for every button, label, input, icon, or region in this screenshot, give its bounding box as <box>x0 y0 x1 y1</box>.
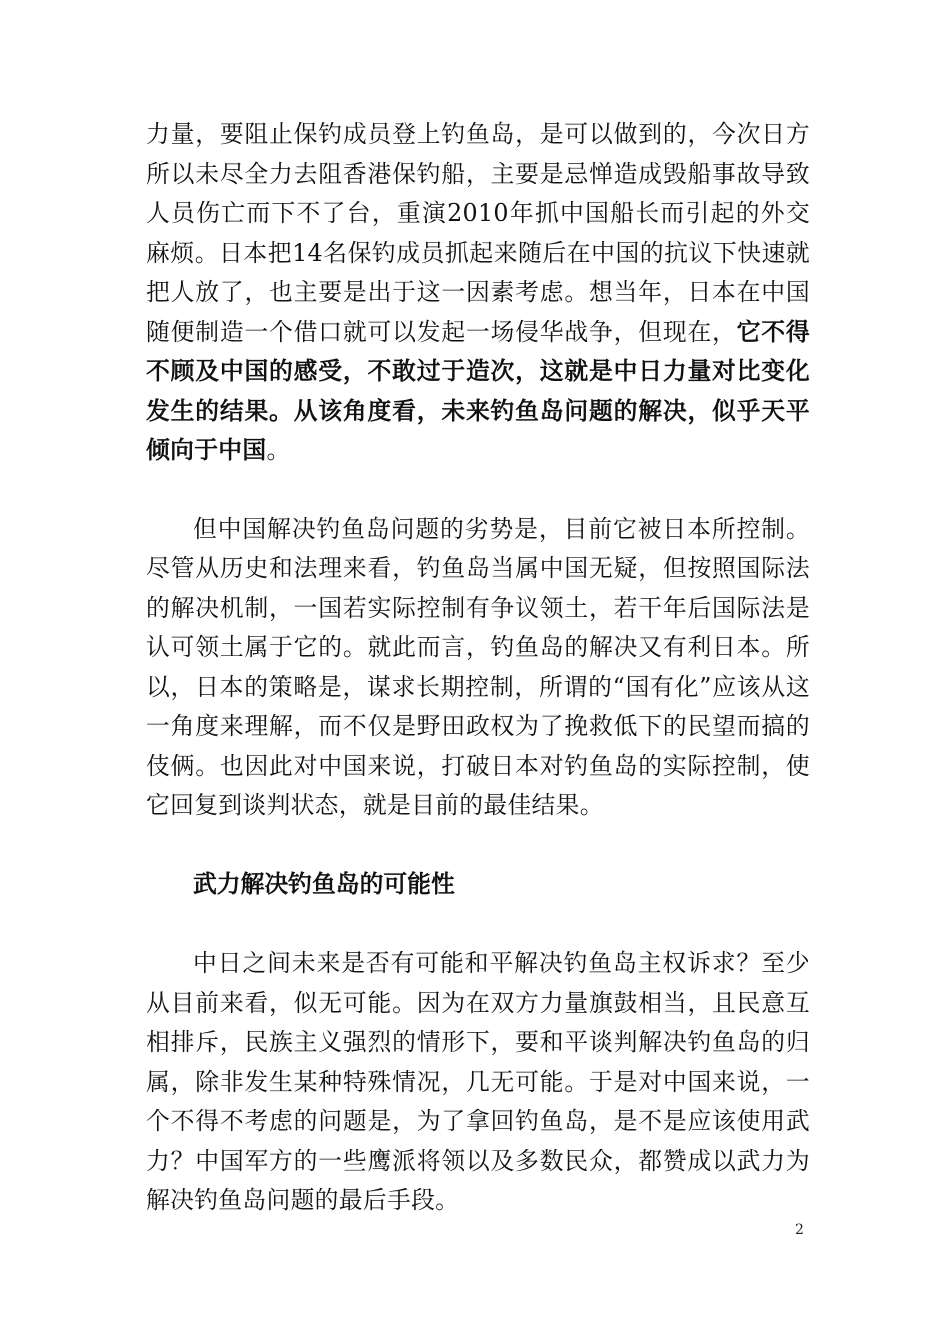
paragraph-1 <box>146 115 810 471</box>
document-body <box>146 115 810 1221</box>
page-number: 2 <box>795 1222 804 1238</box>
paragraph-1-text: 力量，要阻止保钓成员登上钓鱼岛，是可以做到的，今次日方所以未尽全力去阻香港保钓船，主要是忌惮造成毁船事故导致人员伤亡而下不了台，重演2010年抓中国船长而引起的外交麻烦。日本把14名保钓成员抓起来随后在中国的抗议下快速就把人放了，也主要是出于这一因素考虑。想当年，日本在中国随便制造一个借口就可以发起一场侵华战争，但现在， <box>146 120 810 346</box>
paragraph-spacer <box>146 471 810 510</box>
paragraph-spacer <box>146 826 810 865</box>
section-heading: 武力解决钓鱼岛的可能性 <box>193 869 455 898</box>
paragraph-3: 中日之间未来是否有可能和平解决钓鱼岛主权诉求？至少从目前来看，似无可能。因为在双方力量旗鼓相当，且民意互相排斥，民族主义强烈的情形下，要和平谈判解决钓鱼岛的归属，除非发生某种特殊情况，几无可能。于是对中国来说，一个不得不考虑的问题是，为了拿回钓鱼岛，是不是应该使用武力？中国军方的一些鹰派将领以及多数民众，都赞成以武力为解决钓鱼岛问题的最后手段。 <box>146 949 810 1214</box>
paragraph-1-ending: 。 <box>266 436 291 464</box>
paragraph-1-bold-text: 它不得不顾及中国的感受，不敢过于造次，这就是中日力量对比变化发生的结果。从该角度看，未来钓鱼岛问题的解决，似乎天平倾向于中国 <box>146 317 810 464</box>
paragraph-spacer <box>146 904 810 944</box>
paragraph-2: 但中国解决钓鱼岛问题的劣势是，目前它被日本所控制。尽管从历史和法理来看，钓鱼岛当属中国无疑，但按照国际法的解决机制，一国若实际控制有争议领土，若干年后国际法是认可领土属于它的。就此而言，钓鱼岛的解决又有利日本。所以，日本的策略是，谋求长期控制，所谓的“国有化”应该从这一角度来理解，而不仅是野田政权为了挽救低下的民望而搞的伎俩。也因此对中国来说，打破日本对钓鱼岛的实际控制，使它回复到谈判状态，就是目前的最佳结果。 <box>146 514 810 819</box>
